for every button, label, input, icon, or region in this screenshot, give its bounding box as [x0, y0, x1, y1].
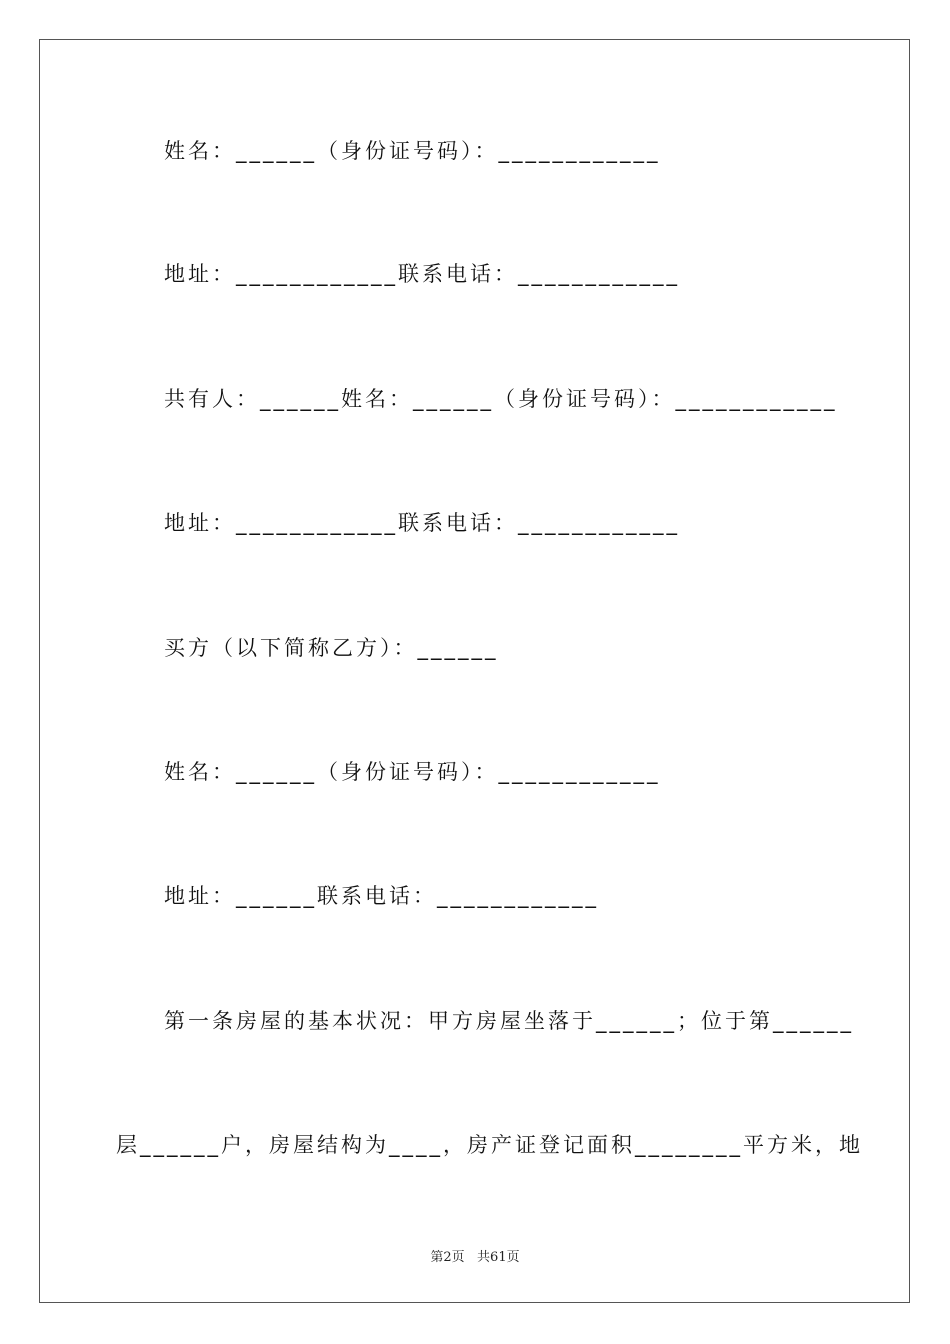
- buyer-address-line: 地址：______联系电话：____________: [164, 884, 599, 908]
- page-footer: 第2页 共61页: [430, 1250, 520, 1265]
- seller-name-line: 姓名：______（身份证号码）：____________: [164, 139, 661, 163]
- buyer-heading-line: 买方（以下简称乙方）：______: [164, 636, 499, 660]
- buyer-name-line: 姓名：______（身份证号码）：____________: [164, 760, 661, 784]
- page-border: [39, 39, 910, 1303]
- co-owner-line: 共有人：______姓名：______（身份证号码）：____________: [164, 387, 838, 411]
- clause-one-line: 第一条房屋的基本状况：甲方房屋坐落于______；位于第______: [164, 1009, 854, 1033]
- clause-one-continued-line: 层______户，房屋结构为____，房产证登记面积________平方米，地: [116, 1133, 863, 1157]
- co-owner-address-line: 地址：____________联系电话：____________: [164, 511, 680, 535]
- seller-address-line: 地址：____________联系电话：____________: [164, 262, 680, 286]
